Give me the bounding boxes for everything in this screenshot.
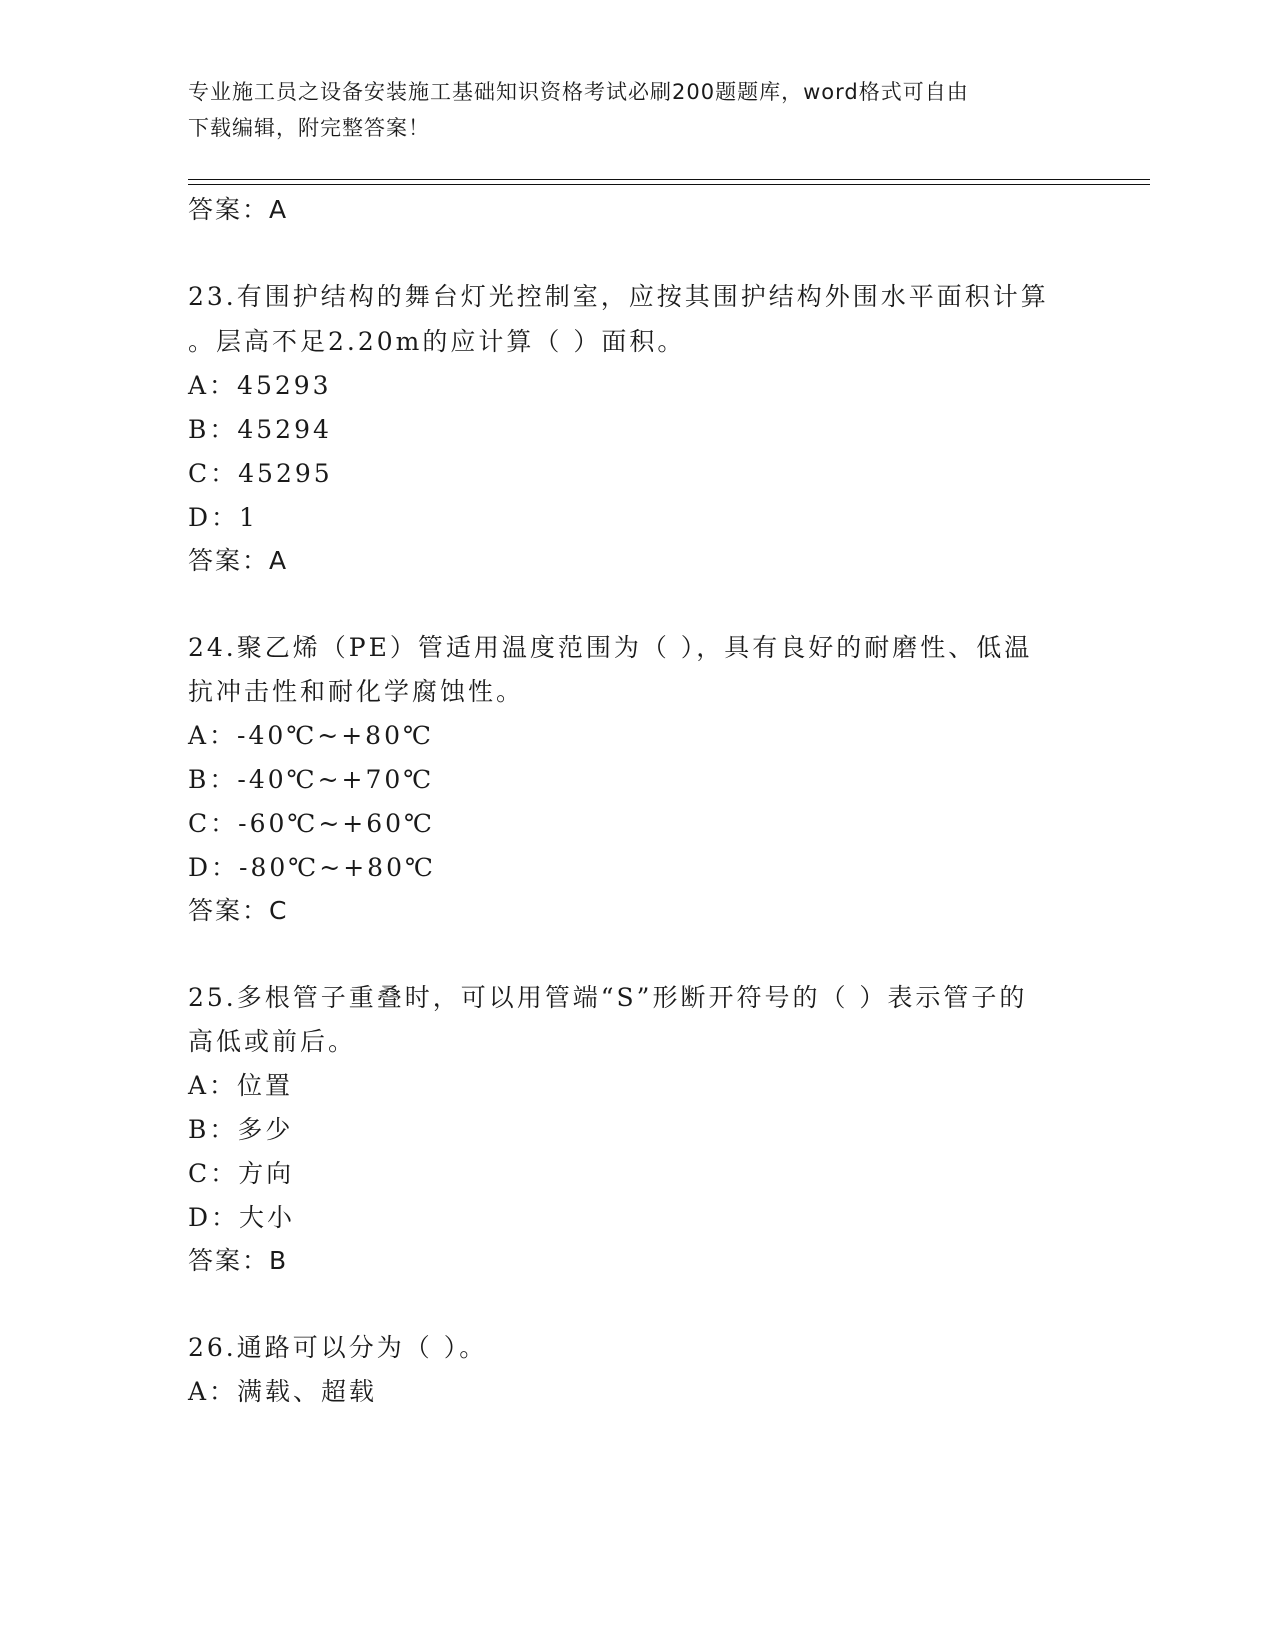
header-divider-bottom — [188, 184, 1150, 185]
question-25-option-c: C：方向 — [188, 1159, 295, 1188]
question-24-option-d: D：-80℃~+80℃ — [188, 853, 436, 882]
document-header — [188, 74, 1088, 146]
question-23-stem-line-1: 23.有围护结构的舞台灯光控制室，应按其围护结构外围水平面积计算 — [188, 282, 1049, 311]
question-25-option-d: D：大小 — [188, 1203, 296, 1232]
question-23-option-c: C：45295 — [188, 459, 333, 488]
question-25-answer: 答案：B — [188, 1246, 289, 1275]
question-25-option-a: A：位置 — [188, 1071, 294, 1100]
question-25-stem-line-2: 高低或前后。 — [188, 1027, 357, 1056]
question-26-option-a: A：满载、超载 — [188, 1377, 378, 1406]
question-23-option-b: B：45294 — [188, 415, 332, 444]
header-divider-top — [188, 179, 1150, 180]
question-23-stem-line-2: 。层高不足2.20m的应计算（ ）面积。 — [188, 327, 686, 356]
previous-answer: 答案：A — [188, 195, 289, 224]
question-23-option-d: D：1 — [188, 503, 258, 532]
question-23-option-a: A：45293 — [188, 371, 332, 400]
question-24-stem-line-2: 抗冲击性和耐化学腐蚀性。 — [188, 677, 525, 706]
question-24-answer: 答案：C — [188, 896, 289, 925]
question-24-option-a: A：-40℃~+80℃ — [188, 721, 434, 750]
question-24-option-b: B：-40℃~+70℃ — [188, 765, 435, 794]
header-line-1: 专业施工员之设备安装施工基础知识资格考试必刷200题题库，word格式可自由 — [188, 80, 969, 104]
question-25-stem-line-1: 25.多根管子重叠时，可以用管端“S”形断开符号的（ ）表示管子的 — [188, 983, 1028, 1012]
question-26-stem-line-1: 26.通路可以分为（ ）。 — [188, 1333, 488, 1362]
question-24-option-c: C：-60℃~+60℃ — [188, 809, 436, 838]
question-25-option-b: B：多少 — [188, 1115, 294, 1144]
header-line-2: 下载编辑，附完整答案！ — [188, 116, 430, 140]
question-24-stem-line-1: 24.聚乙烯（PE）管适用温度范围为（ ），具有良好的耐磨性、低温 — [188, 633, 1033, 662]
question-23-answer: 答案：A — [188, 546, 289, 575]
